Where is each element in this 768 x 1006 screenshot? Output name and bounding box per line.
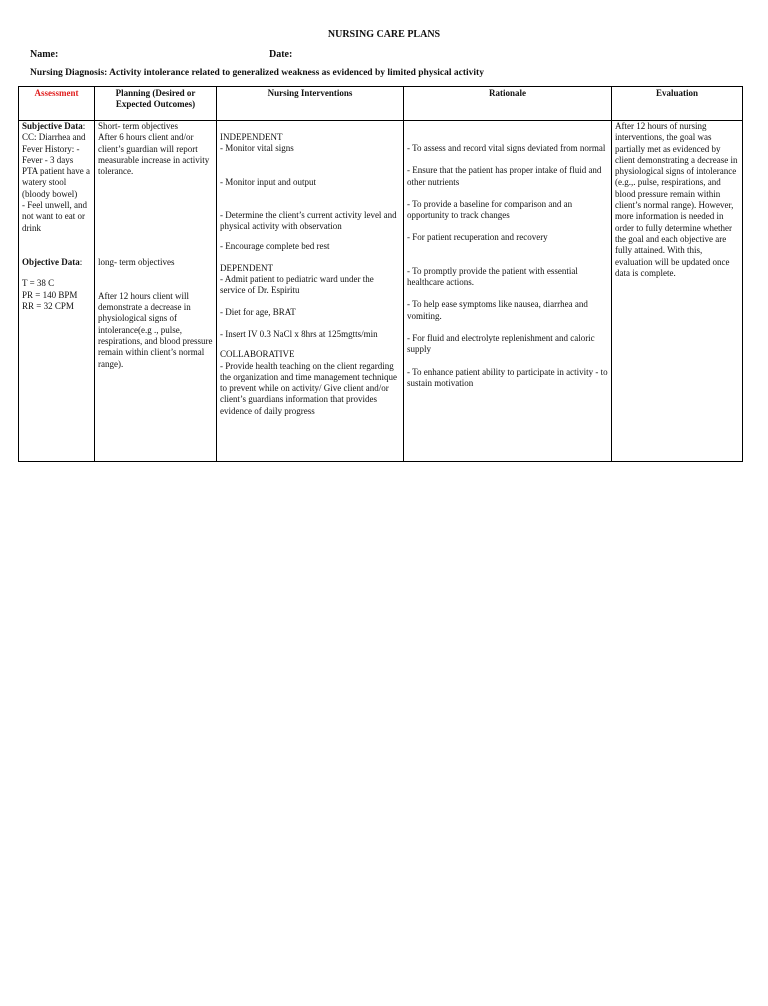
- intervention-monitor-io: - Monitor input and output: [220, 176, 316, 187]
- intervention-bed-rest: - Encourage complete bed rest: [220, 241, 330, 252]
- rationale-vitals: - To assess and record vital signs deviated from normal: [407, 143, 606, 153]
- intervention-monitor-vitals: - Monitor vital signs: [220, 143, 294, 154]
- long-term-label: long- term objectives: [98, 257, 175, 268]
- interventions-header: Nursing Interventions: [217, 87, 404, 121]
- subjective-text-2: - Feel unwell, and not want to eat or drink: [22, 200, 87, 233]
- intervention-activity-level: - Determine the client’s current activity level and physical activity with observation: [220, 209, 397, 232]
- short-term-text: After 6 hours client and/or client’s guardian will report measurable increase in activity tolerance.: [98, 132, 210, 177]
- care-plan-table: [18, 86, 743, 462]
- interventions-cell: [217, 121, 404, 462]
- intervention-diet: - Diet for age, BRAT: [220, 306, 296, 317]
- subjective-text: CC: Diarrhea and Fever History: - Fever - 3 days PTA patient have a watery stool (bloody bowel): [22, 132, 91, 199]
- planning-cell: [95, 121, 217, 462]
- name-label: Name:: [30, 49, 59, 60]
- page-title: NURSING CARE PLANS: [327, 29, 441, 40]
- vital-temperature: T = 38 C: [22, 278, 55, 289]
- rationale-cell: [404, 121, 612, 462]
- rationale-motivation: - To enhance patient ability to participate in activity - to sustain motivation: [407, 366, 608, 388]
- nursing-diagnosis: Nursing Diagnosis: Activity intolerance related to generalized weakness as evidenced by limited physical activity: [30, 68, 484, 78]
- intervention-iv: - Insert IV 0.3 NaCl x 8hrs at 125mgtts/min: [220, 328, 378, 339]
- rationale-recovery: - For patient recuperation and recovery: [407, 232, 548, 243]
- rationale-intake: - Ensure that the patient has proper intake of fluid and other nutrients: [407, 165, 602, 187]
- assessment-cell: [19, 121, 95, 462]
- planning-header: Planning (Desired or Expected Outcomes): [95, 87, 217, 121]
- evaluation-text: After 12 hours of nursing interventions, the goal was partially met as evidenced by client demonstrating a decrease in physiological signs of intolerance (e.g.,. pulse, respirations, and blood pressure remain within client’s normal range). However, more information is needed in order to fully determine whether the goal and each objective are fully attained. With this, evaluation will be updated once data is complete.: [615, 121, 738, 278]
- independent-label: INDEPENDENT: [220, 132, 283, 142]
- assessment-header: Assessment: [19, 87, 95, 121]
- vital-respiratory-rate: RR = 32 CPM: [22, 300, 74, 311]
- objective-colon: :: [79, 256, 83, 267]
- rationale-baseline: - To provide a baseline for comparison and an opportunity to track changes: [407, 198, 573, 221]
- rationale-symptoms: - To help ease symptoms like nausea, diarrhea and vomiting.: [407, 299, 588, 321]
- rationale-fluids: - For fluid and electrolyte replenishment and caloric supply: [407, 332, 595, 355]
- vital-pulse-rate: PR = 140 BPM: [22, 289, 78, 300]
- care-plan-row: [19, 121, 743, 462]
- long-term-text: After 12 hours client will demonstrate a decrease in physiological signs of intolerance(e.g ., pulse, respirations, and blood pressure remain within client’s normal range).: [98, 290, 213, 369]
- short-term-label: Short- term objectives: [98, 121, 178, 131]
- header-row: [19, 87, 743, 121]
- intervention-admit: - Admit patient to pediatric ward under the service of Dr. Espiritu: [220, 274, 374, 296]
- evaluation-cell: [612, 121, 743, 462]
- subjective-colon: :: [82, 121, 86, 131]
- objective-label: Objective Data: [22, 256, 80, 267]
- evaluation-header: Evaluation: [612, 87, 743, 121]
- rationale-header: Rationale: [404, 87, 612, 121]
- subjective-label: Subjective Data: [22, 121, 83, 131]
- dependent-label: DEPENDENT: [220, 262, 273, 273]
- intervention-health-teaching: - Provide health teaching on the client regarding the organization and time management technique to prevent while on activity/ Give client and/or client’s guardians information that provides evidence of daily progress: [220, 360, 398, 416]
- date-label: Date:: [269, 49, 293, 60]
- collaborative-label: COLLABORATIVE: [220, 349, 295, 360]
- rationale-healthcare: - To promptly provide the patient with essential healthcare actions.: [407, 265, 578, 288]
